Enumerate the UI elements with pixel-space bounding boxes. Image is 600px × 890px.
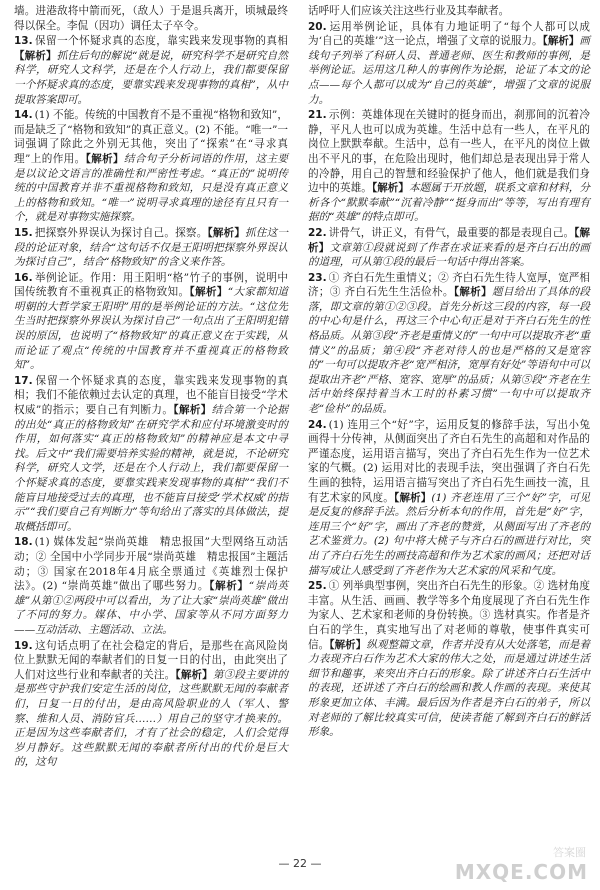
watermark-sub: 答案圈 xyxy=(553,846,586,859)
answer-item xyxy=(14,34,288,107)
question-number: 15. xyxy=(14,226,33,239)
question-number: 23. xyxy=(308,271,327,284)
analysis-tag: 【解析】 xyxy=(85,152,124,165)
answer-text: 运用举例论证，具体有力地证明了“每个人都可以成为‘自己的英雄’”这一论点，增强了文章的说服力。 xyxy=(308,20,590,48)
answer-item xyxy=(308,579,590,740)
answer-text: 这句话点明了在社会稳定的背后，是那些在高风险岗位上默默无闻的奉献者们的日复一日的付出，由此突出了人们对这些行业和奉献者的关注。 xyxy=(14,639,288,681)
analysis-tag: 【解析】 xyxy=(394,491,432,504)
question-number: 13. xyxy=(14,35,33,48)
analysis-text: 文章第①段就说到了作者在求证来看的是齐白石出的画的道理，可从第①段的最后一句话中得出答案。 xyxy=(308,241,591,269)
answer-text: (1) 媒体发起“崇尚英雄 精忠报国”大型网络互动活动；② 全国中小学同步开展“崇尚英雄 精忠报国”主题活动；③ 国家在2018年4月底全票通过《英雄烈士保护法》。(2) “崇尚英雄”做出了哪些努力。 xyxy=(14,536,288,593)
question-number: 14. xyxy=(14,109,33,122)
analysis-tag: 【解析】 xyxy=(308,226,591,254)
analysis-tag: 【解析】 xyxy=(175,668,213,681)
analysis-tag: 【解析】 xyxy=(14,49,57,62)
answer-text: 保留一个怀疑求真的态度，靠实践来发现事物的真相 xyxy=(34,35,288,48)
analysis-text: (1) 齐老连用了三个“好”字，可见是反复的修辞手法。然后分析本句的作用，首先是“好”字，连用三个“好”字，画出了齐老的赞赏，从侧面写出了齐老的艺术鉴赏力。(2) 句中将大桃子与齐白石的画进行对比，突出了齐白石先生的画技高超和作为艺术家的画风；还把对话描写成让人感受到了齐老作为大艺术家的风采和气度。 xyxy=(308,491,590,577)
answer-item xyxy=(14,4,288,33)
analysis-text: 题目给出了具体的段落，即文章的第①②③段。首先分析这三段的内容，每一段的中心句是什么，再这三个中心句正是对于齐白石先生的性格品质。从第③段“齐老是重情义的”一句中可以提取齐老“重情义”的品质；第④段“齐老对待人的也是严格的又是宽容的”一句可以提取齐老“宽严相济，宽厚有好处”等语句中可以提取出齐老“严格、宽容、宽厚”的品质；从第⑤段“齐老在生活中始终保持着当木工时的朴素习惯”一句中可以提取齐老“俭朴”的品质。 xyxy=(308,286,591,416)
watermark-logo: MXQE.COM xyxy=(454,860,588,884)
analysis-text: 抓住后句的解说“就是说，研究科学不是研究自然科学，研究人文科学，还是在个人行动上，我们都要保留一个怀疑求真的态度，要靠实践来发现事物的真相”，从中提取答案即可。 xyxy=(14,49,289,106)
analysis-tag: 【解析】 xyxy=(209,580,249,593)
analysis-tag: 【解析】 xyxy=(453,286,492,299)
question-number: 18. xyxy=(14,536,33,549)
answer-text: 把探察外界误认为探讨自己。探察。 xyxy=(34,226,208,239)
question-number: 17. xyxy=(14,374,33,387)
question-number: 22. xyxy=(308,226,327,239)
analysis-text: “崇尚英雄”从第①②两段中可以看出，为了让大家“崇尚英雄”做出了不同的努力。媒体、中小学、国家等从不同方面努力——互动活动、主题活动、立法。 xyxy=(14,580,288,636)
answer-item xyxy=(308,20,590,108)
page-number: — 22 — xyxy=(278,857,322,870)
answer-item xyxy=(14,639,288,770)
answer-item xyxy=(308,271,590,417)
answer-text: 讲骨气，讲正义，有骨气，最重要的都是表现自己。 xyxy=(328,226,575,239)
left-column xyxy=(14,4,288,771)
analysis-text: 纵观整篇文章，作者并没有从大处落笔，而是着力表现齐白石作为艺术大家的伟大之处，而是通过讲述生活细节和趣事，来突出齐白石的形象。除了讲述齐白石生活中的表现，还讲述了齐白石的绘画和教人作画的表现。来使其形象更加立体、丰满。最后因为作者是齐白石的弟子，所以对老师的了解比较真实可信，使读者能了解到齐白石的鲜活形象。 xyxy=(308,638,591,739)
analysis-tag: 【解析】 xyxy=(371,182,409,195)
answer-item xyxy=(14,271,288,373)
answer-item xyxy=(308,418,590,579)
answer-text: 示例：英雄体现在关键时的挺身而出，刹那间的沉着冷静，平凡人也可以成为英雄。生活中总有一些人，在平凡的岗位上默默奉献。生活中，总有一些人，在平凡的岗位上做出不平凡的事，在危险出现时，他们却总是表现出异于常人的冷静，用自己的智慧和经验保护了他人，他们就是我们身边中的英雄。 xyxy=(308,109,590,195)
analysis-text: 第③段主要讲的是那些守护我们安定生活的岗位，这些默默无闻的奉献者们，日复一日的付出，是由高风险职业的人（军人、警察、维和人员、消防官兵……）用自己的坚守才换来的。正是因为这些奉献者们，才有了社会的稳定，人们会觉得岁月静好。这些默默无闻的奉献者所付出的代价是巨大的，这句 xyxy=(14,668,289,769)
answer-item xyxy=(14,535,288,637)
question-number: 25. xyxy=(308,580,327,593)
answer-text: (1) 不能。传统的中国教育不是不重视“格物和致知”，而是缺乏了“格物和致知”的真正意义。(2) 不能。“唯一”一词强调了除此之外别无其他，突出了“探索”在“寻求真理”上的作用。 xyxy=(14,109,288,165)
right-column xyxy=(308,4,590,741)
answer-text: 举例论证。作用：用王阳明“格”竹子的事例，说明中国传统教育不重视真正的格物致知。 xyxy=(14,271,288,299)
answer-text: 话呼吁人们应该关注这些行业及其奉献者。 xyxy=(308,5,510,17)
answer-item xyxy=(308,4,590,19)
analysis-tag: 【解析】 xyxy=(189,286,228,299)
analysis-text: 结合句子分析词语的作用，这主要是以议论文语言的准确性和严密性考虑。“真正的”说明传统的中国教育并非不重视格物和致知，只是没有真正意义上的格物和致知。“唯一”说明寻求真理的途径有且只有一个，就是对事物实施探察。 xyxy=(14,152,289,224)
analysis-tag: 【解析】 xyxy=(329,638,367,651)
analysis-text: 画线句子列举了科研人员、普通老师、医生和教师的事例，是举例论证。运用这几种人的事例作为论据，论证了本文的论点——每个人都可以成为“自己的英雄”，增强了文章的说服力。 xyxy=(308,35,591,106)
answer-item xyxy=(308,108,590,225)
analysis-text: 结合第一个论据的出处“真正的格物致知”在研究学术和应付环境激变时的作用，如何落实“真正的格物致知”的精神应是本文中寻找。后文中“我们需要培养实验的精神，就是说，不论研究科学，研究人文学，还是在个人行动上，我们都要保留一个怀疑求真的态度，要靠实践来发现事物的真相”“我们不能盲目地接受过去的真理，也不能盲目接受‘学术权威’的指示”“我们要自己有判断力”等句给出了落实的具体做法，提取概括即可。 xyxy=(14,404,288,533)
answer-item xyxy=(308,226,590,270)
question-number: 21. xyxy=(308,109,327,122)
analysis-tag: 【解析】 xyxy=(542,35,580,48)
analysis-tag: 【解析】 xyxy=(173,404,212,417)
question-number: 20. xyxy=(308,20,327,33)
answer-item xyxy=(14,108,288,225)
question-number: 16. xyxy=(14,271,33,284)
question-number: 24. xyxy=(308,418,327,431)
analysis-text: 抓住这一段的论证对象，结合“这句话不仅是王阳明把探察外界误认为探讨自己”，结合“格物致知”的含义来作答。 xyxy=(14,226,289,269)
answer-text: 保留一个怀疑求真的态度，靠实践来发现事物的真相；我们不能依赖过去认定的真理，也不能盲目接受“学术权威”的指示；要自己有判断力。 xyxy=(14,374,288,417)
answer-item xyxy=(14,374,288,535)
answer-text: 墙。进港敌将中箭而死，（敌人）于是退兵离开，顷城最终得以保全。李侃（因功）调任太子卒令。 xyxy=(14,5,288,32)
analysis-tag: 【解析】 xyxy=(207,226,246,239)
analysis-text: “大家都知道明朝的大哲学家王阳明”用的是举例论证的方法。“这位先生当时把探察外界误认为探讨自己”一句点出了王阳明犯错误的原因，也说明了“格物致知”的真正意义在于实践，从而论证了观点“传统的中国教育并不重视真正的格物致知”。 xyxy=(14,286,289,372)
answer-item xyxy=(14,226,288,270)
question-number: 19. xyxy=(14,639,33,652)
answer-text: (1) 连用三个“好”字，运用反复的修辞手法，写出小兔画得十分传神，从侧面突出了齐白石先生的高超和对作品的严谨态度，运用语言描写，突出了齐白石先生作为一位艺术家的气概。(2) 运用对比的表现手法，突出强调了齐白石先生画的独特，运用语言描写突出了齐白石先生画技一流，且有艺术家的风度。 xyxy=(308,418,590,504)
answer-text: ① 齐白石先生重情义；② 齐白石先生待人宽厚，宽严相济；③ 齐白石先生生活俭朴。 xyxy=(308,271,590,299)
analysis-text: 本题属于开放题，联系文章和材料，分析各个“默默奉献”“沉着冷静”“挺身而出”等等，写出有理有据的“英雄”的特点即可。 xyxy=(308,182,591,224)
answer-text: ① 列举典型事例，突出齐白石先生的形象。② 选材角度丰富。从生活、画画、教学等多个角度展现了齐白石先生作为家人、艺术家和老师的身份转换。③ 选材真实。作者是齐白石的学生，真实地写出了对老师的尊敬，使事件真实可信。 xyxy=(308,580,590,651)
